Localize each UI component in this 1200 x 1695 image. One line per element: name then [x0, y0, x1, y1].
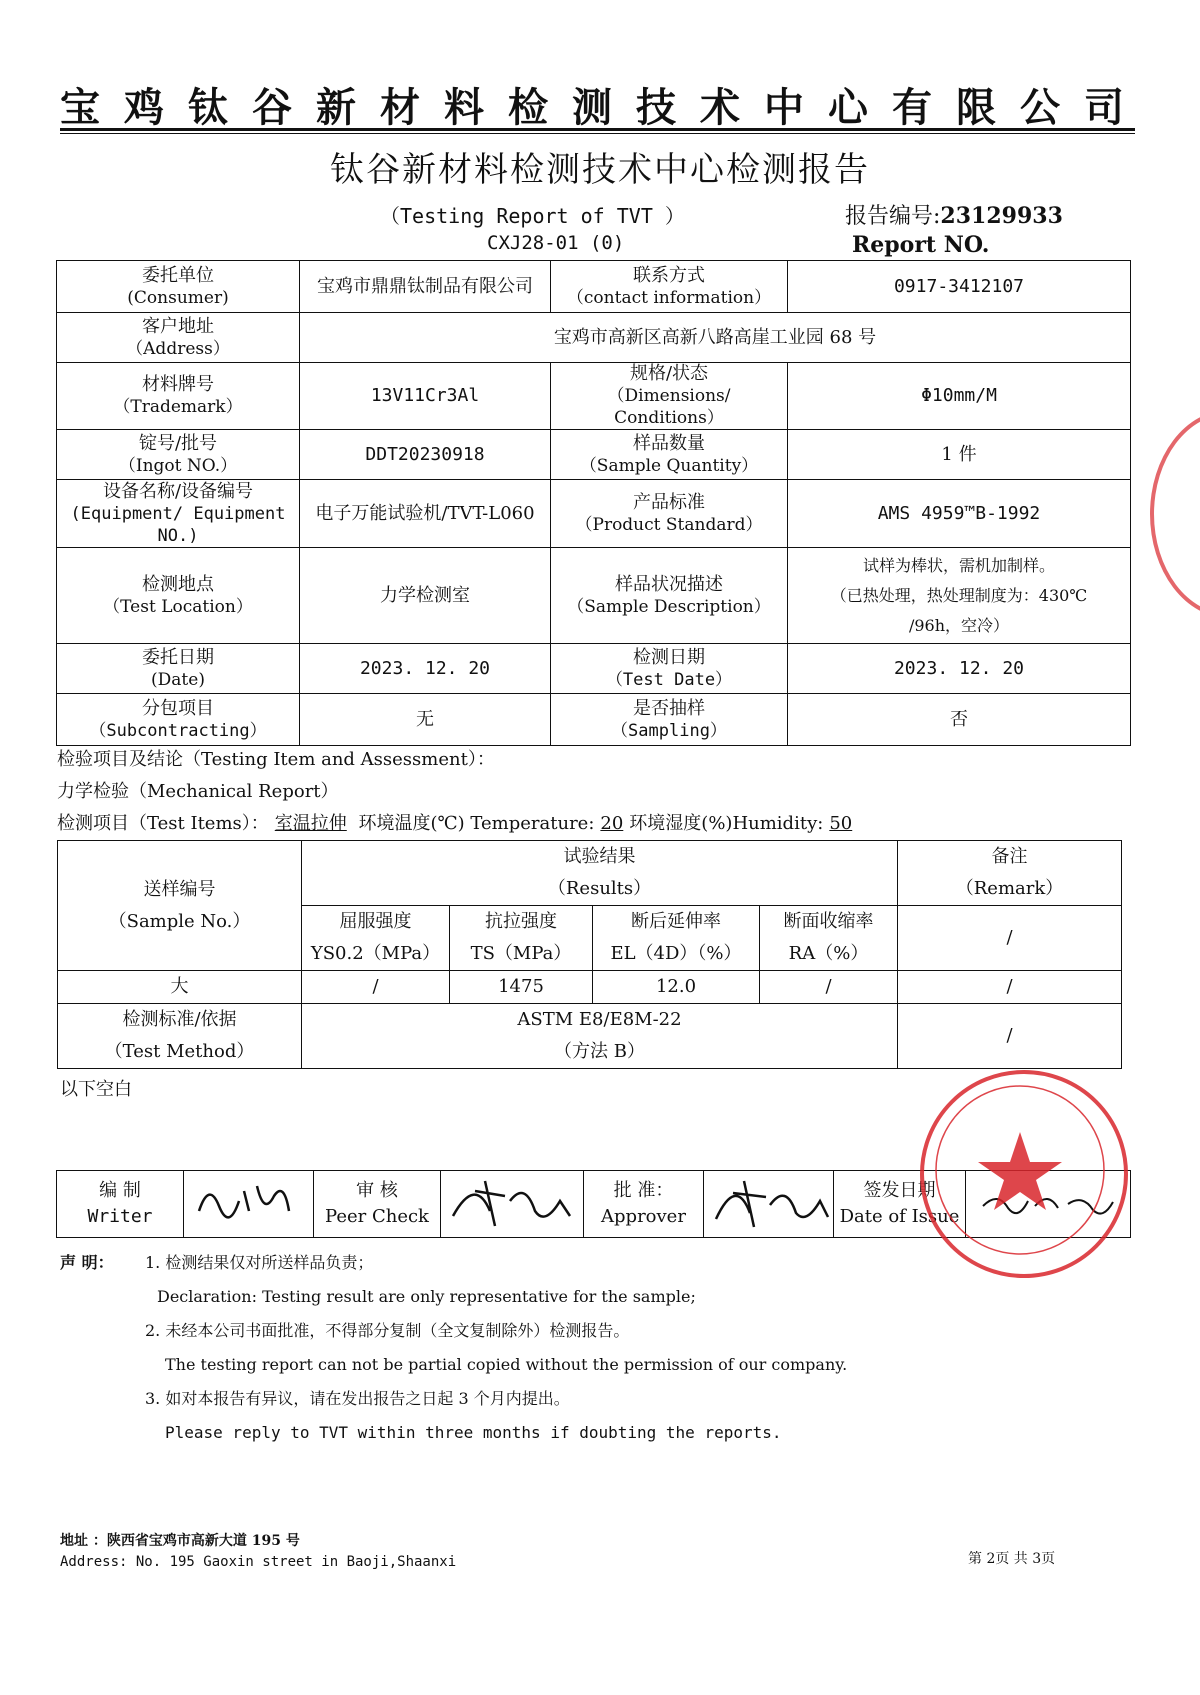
- ts-header-en: TS（MPa）: [470, 943, 572, 964]
- report-number-label-en: Report NO.: [852, 232, 990, 258]
- contact-label-cn: 联系方式: [633, 264, 705, 286]
- ra-value: /: [760, 971, 898, 1004]
- official-seal: [920, 1070, 1128, 1278]
- ingot-label-en: （Ingot NO.）: [118, 455, 238, 476]
- declaration-line3-cn: 3. 如对本报告有异议，请在发出报告之日起 3 个月内提出。: [145, 1389, 570, 1408]
- declaration-line2-en: The testing report can not be partial copied without the permission of our company.: [165, 1355, 848, 1374]
- trademark-label-cn: 材料牌号: [142, 374, 214, 395]
- test-items-line: [57, 808, 1127, 840]
- report-number: [845, 199, 1063, 230]
- date-value: 2023. 12. 20: [300, 644, 551, 694]
- temperature-value: 20: [600, 813, 624, 834]
- date-label-en: (Date): [151, 669, 205, 690]
- el-header-cn: 断后延伸率: [631, 911, 721, 932]
- sample-no-header-cn: 送样编号: [143, 878, 216, 900]
- table-row: [58, 971, 1122, 1004]
- equipment-label-en: (Equipment/ Equipment NO.): [70, 503, 286, 546]
- standard-value: AMS 4959™B-1992: [788, 480, 1131, 548]
- results-header: [302, 841, 898, 906]
- report-number-label: 报告编号:: [845, 204, 941, 229]
- subcontracting-label: [57, 694, 300, 746]
- method-label-en: （Test Method）: [104, 1041, 255, 1062]
- equipment-value: 电子万能试验机/TVT-L060: [300, 480, 551, 548]
- trademark-label-en: （Trademark）: [113, 397, 243, 417]
- test-item-value: 室温拉伸: [274, 813, 347, 834]
- ra-header-cn: 断面收缩率: [783, 911, 874, 932]
- assessment-block: [57, 744, 1127, 840]
- method-line: ASTM E8/E8M-22: [517, 1009, 682, 1030]
- remark-header: [898, 841, 1122, 906]
- quantity-label: [551, 430, 788, 480]
- ingot-label: [57, 430, 300, 480]
- footer-address-en: Address: No. 195 Gaoxin street in Baoji,Shaanxi: [60, 1554, 457, 1570]
- contact-label: [551, 261, 788, 313]
- trademark-label: [57, 363, 300, 430]
- method-label: [58, 1004, 302, 1069]
- ys-header: [302, 906, 450, 971]
- description-label-en: （Sample Description）: [567, 596, 771, 617]
- standard-label-en: （Product Standard）: [575, 514, 763, 535]
- sample-no-header-en: （Sample No.）: [108, 910, 251, 932]
- ts-header-cn: 抗拉强度: [485, 911, 557, 932]
- sampling-value: 否: [788, 694, 1131, 746]
- info-table: [56, 260, 1131, 746]
- approver-signature: [704, 1171, 834, 1238]
- peer-check-signature: [441, 1171, 584, 1238]
- description-line: （已热处理，热处理制度为：430℃: [830, 585, 1088, 605]
- location-label: [57, 548, 300, 644]
- address-label: [57, 313, 300, 363]
- declaration-line2-cn: 2. 未经本公司书面批准，不得部分复制（全文复制除外）检测报告。: [145, 1321, 630, 1340]
- test-items-label: 检测项目（Test Items）：: [57, 813, 269, 834]
- results-header-en: （Results）: [547, 878, 652, 899]
- writer-label-en: Writer: [87, 1206, 153, 1227]
- el-value: 12.0: [593, 971, 760, 1004]
- remark-header-en: （Remark）: [955, 878, 1064, 899]
- report-title: 钛谷新材料检测技术中心检测报告: [330, 150, 870, 190]
- dimensions-value: Φ10mm/M: [788, 363, 1131, 430]
- form-code: CXJ28-01 (0): [487, 232, 625, 254]
- ingot-label-cn: 锭号/批号: [138, 432, 218, 454]
- contact-label-en: （contact information）: [566, 287, 772, 308]
- remark-subheader: /: [898, 906, 1122, 971]
- humidity-label: 环境湿度(%)Humidity:: [629, 813, 824, 834]
- dimensions-label-cn: 规格/状态: [629, 363, 709, 384]
- declaration-line1-cn: 1. 检测结果仅对所送样品负责；: [145, 1253, 374, 1272]
- equipment-label-cn: 设备名称/设备编号: [102, 480, 254, 502]
- writer-label: [57, 1171, 184, 1238]
- sample-no-header: [58, 841, 302, 971]
- ra-header: [760, 906, 898, 971]
- remark-value: /: [898, 971, 1122, 1004]
- address-label-en: （Address）: [126, 338, 230, 359]
- standard-label-cn: 产品标准: [633, 491, 705, 513]
- method-label-cn: 检测标准/依据: [122, 1009, 237, 1030]
- header-rule: [60, 128, 1135, 131]
- description-value: [788, 548, 1131, 644]
- test-date-label-en: （Test Date）: [605, 669, 733, 690]
- declaration-line1-en: Declaration: Testing result are only representative for the sample;: [157, 1287, 696, 1306]
- method-value: [302, 1004, 898, 1069]
- dimensions-label-en: （Dimensions/ Conditions）: [607, 386, 731, 428]
- remark-header-cn: 备注: [991, 846, 1028, 867]
- issue-date-label-cn: 签发日期: [863, 1180, 936, 1201]
- humidity-value: 50: [829, 813, 853, 834]
- method-line: （方法 B）: [554, 1041, 645, 1062]
- quantity-label-cn: 样品数量: [633, 432, 705, 454]
- standard-label: [551, 480, 788, 548]
- ts-header: [450, 906, 593, 971]
- ys-value: /: [302, 971, 450, 1004]
- el-header: [593, 906, 760, 971]
- consumer-label-en: (Consumer): [127, 287, 229, 308]
- sampling-label: [551, 694, 788, 746]
- description-line: 试样为棒状，需机加制样。: [862, 555, 1055, 575]
- writer-signature-icon: [189, 1171, 309, 1231]
- location-value: 力学检测室: [300, 548, 551, 644]
- approver-label-cn: 批 准：: [613, 1180, 674, 1201]
- ra-header-en: RA（%）: [788, 943, 869, 964]
- test-date-label-cn: 检测日期: [633, 646, 705, 668]
- subcontracting-label-en: （Subcontracting）: [89, 720, 267, 741]
- equipment-label: [57, 480, 300, 548]
- test-date-value: 2023. 12. 20: [788, 644, 1131, 694]
- description-label: [551, 548, 788, 644]
- declaration-line3-en: Please reply to TVT within three months if doubting the reports.: [165, 1423, 782, 1442]
- description-line: /96h，空冷）: [908, 615, 1010, 635]
- side-seal: [1150, 410, 1200, 618]
- method-remark: /: [898, 1004, 1122, 1069]
- test-date-label: [551, 644, 788, 694]
- temperature-label: 环境温度(℃) Temperature:: [358, 813, 595, 834]
- el-header-en: EL（4D）（%）: [610, 943, 742, 964]
- consumer-value: 宝鸡市鼎鼎钛制品有限公司: [300, 261, 551, 313]
- peer-signature-icon: [445, 1171, 580, 1231]
- writer-signature: [184, 1171, 314, 1238]
- consumer-label-cn: 委托单位: [142, 264, 214, 286]
- writer-label-cn: 编 制: [99, 1180, 141, 1201]
- location-label-cn: 检测地点: [142, 573, 214, 595]
- quantity-value: 1 件: [788, 430, 1131, 480]
- sampling-label-cn: 是否抽样: [633, 697, 705, 719]
- description-label-cn: 样品状况描述: [615, 573, 723, 595]
- company-name: 宝鸡钛谷新材料检测技术中心有限公司: [60, 85, 1148, 131]
- assessment-heading: 检验项目及结论（Testing Item and Assessment）：: [57, 749, 495, 770]
- ts-value: 1475: [450, 971, 593, 1004]
- approver-signature-icon: [708, 1171, 833, 1231]
- date-label: [57, 644, 300, 694]
- approver-label: [584, 1171, 704, 1238]
- peer-check-label-en: Peer Check: [325, 1206, 429, 1227]
- results-table: [57, 840, 1122, 1069]
- ys-header-en: YS0.2（MPa）: [310, 943, 441, 964]
- footer-address: [60, 1530, 456, 1570]
- subcontracting-value: 无: [300, 694, 551, 746]
- date-label-cn: 委托日期: [142, 646, 214, 668]
- report-subtitle: （Testing Report of TVT ）: [380, 204, 685, 228]
- dimensions-label: [551, 363, 788, 430]
- footer-address-cn: 地址 ：陕西省宝鸡市高新大道 195 号: [60, 1533, 300, 1549]
- address-label-cn: 客户地址: [142, 315, 214, 337]
- mechanical-report-label: 力学检验（Mechanical Report）: [57, 781, 339, 802]
- contact-value: 0917-3412107: [788, 261, 1131, 313]
- results-header-cn: 试验结果: [563, 846, 636, 867]
- ys-header-cn: 屈服强度: [339, 911, 412, 932]
- ingot-value: DDT20230918: [300, 430, 551, 480]
- quantity-label-en: （Sample Quantity）: [579, 455, 759, 476]
- peer-check-label: [314, 1171, 441, 1238]
- trademark-value: 13V11Cr3Al: [300, 363, 551, 430]
- sample-value: 大: [58, 971, 302, 1004]
- consumer-label: [57, 261, 300, 313]
- declaration-label: 声 明：: [60, 1253, 114, 1272]
- issue-date-label-en: Date of Issue: [839, 1206, 960, 1227]
- sampling-label-en: （Sampling）: [611, 720, 727, 741]
- declaration-block: [60, 1246, 1140, 1450]
- approver-label-en: Approver: [601, 1206, 686, 1227]
- page-number: 第 2页 共 3页: [968, 1551, 1056, 1567]
- report-number-value: 23129933: [940, 203, 1063, 229]
- peer-check-label-cn: 审 核: [356, 1180, 398, 1201]
- header-rule-thin: [60, 133, 1135, 134]
- blank-below-note: 以下空白: [60, 1079, 132, 1100]
- seal-star-icon: [920, 1070, 1120, 1270]
- subcontracting-label-cn: 分包项目: [142, 697, 214, 719]
- address-value: 宝鸡市高新区高新八路高崖工业园 68 号: [300, 313, 1131, 363]
- location-label-en: （Test Location）: [103, 596, 253, 617]
